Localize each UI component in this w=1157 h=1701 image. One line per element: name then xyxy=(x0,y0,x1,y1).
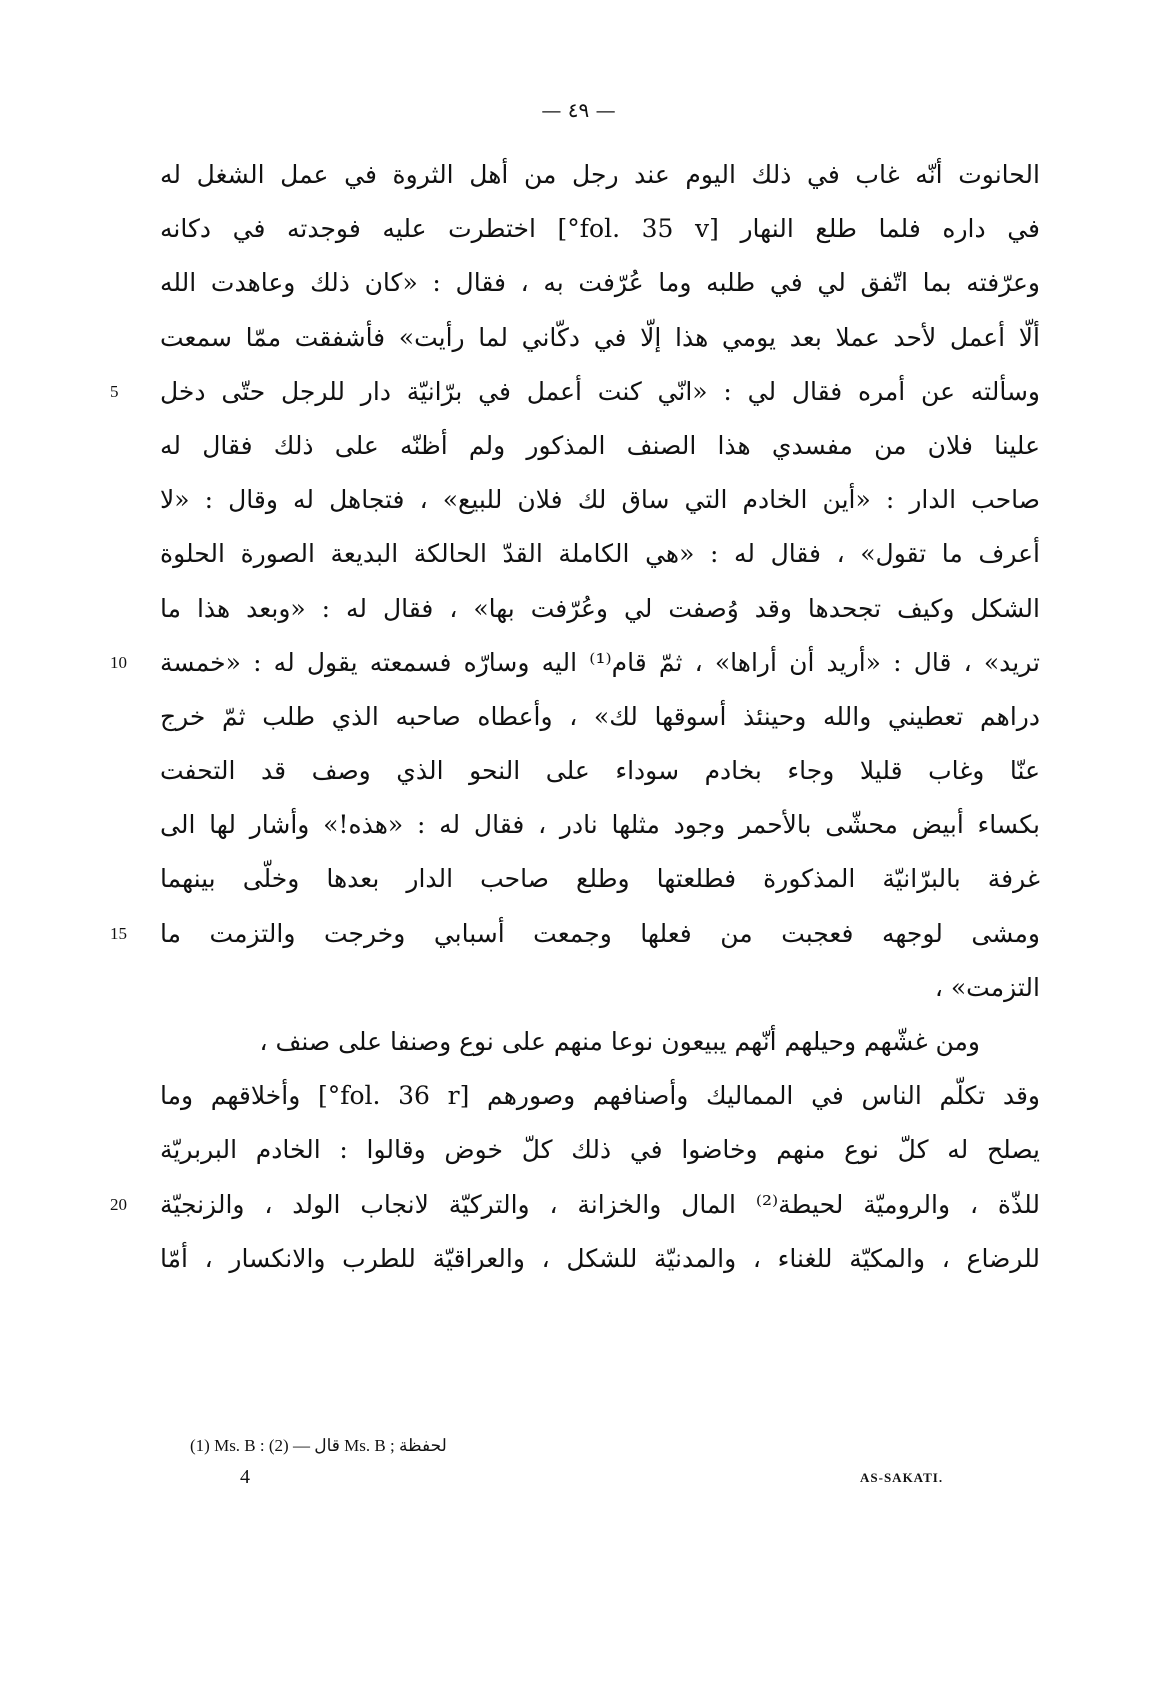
line-text: ألّا أعمل لأحد عملا بعد يومي هذا إلّا في دكّاني لما رأيت» فأشفقت ممّا سمعت xyxy=(160,322,1040,352)
line-number: 10 xyxy=(110,652,127,672)
page-number: — ٤٩ — xyxy=(541,98,616,122)
line-text: عنّا وغاب قليلا وجاء بخادم سوداء على النحو الذي وصف قد التحفت xyxy=(160,756,1040,786)
line-text: وعرّفته بما اتّفق لي في طلبه وما عُرّفت به ، فقال : «كان ذلك وعاهدت الله xyxy=(160,268,1040,298)
footnote-separator: — xyxy=(288,1436,315,1455)
line-text: ومن غشّهم وحيلهم أنّهم يبيعون نوعا منهم على نوع وصنفا على صنف ، xyxy=(259,1027,980,1056)
text-line xyxy=(160,852,1040,906)
text-line xyxy=(160,148,1040,202)
footnote-2: (2) Ms. B ; xyxy=(268,1436,395,1455)
text-line xyxy=(160,202,1040,256)
text-line xyxy=(160,798,1040,852)
line-text: علينا فلان من مفسدي هذا الصنف المذكور ولم أظنّه على ذلك فقال له xyxy=(160,430,1040,460)
line-text: الحانوت أنّه غاب في ذلك اليوم عند رجل من أهل الثروة في عمل الشغل له xyxy=(160,160,1040,189)
text-line xyxy=(160,473,1040,527)
text-line xyxy=(160,256,1040,310)
line-number: 5 xyxy=(110,381,119,401)
line-text: دراهم تعطيني والله وحينئذ أسوقها لك» ، وأعطاه صاحبه الذي طلب ثمّ خرج xyxy=(160,701,1040,731)
text-line xyxy=(160,311,1040,365)
line-text: في داره فلما طلع النهار [fol. 35 v°] اختطرت عليه فوجدته في دكانه xyxy=(160,214,1041,244)
line-text: صاحب الدار : «أين الخادم التي ساق لك فلان للبيع» ، فتجاهل له وقال : «لا xyxy=(160,485,1040,515)
line-text: بكساء أبيض محشّى بالأحمر وجود مثلها نادر ، فقال له : «هذه!» وأشار لها الى xyxy=(160,810,1040,840)
signature-number: 4 xyxy=(240,1466,250,1488)
line-text: غرفة بالبرّانيّة المذكورة فطلعتها وطلع صاحب الدار بعدها وخلّى بينهما xyxy=(160,864,1040,894)
text-line xyxy=(160,1069,1040,1123)
text-line xyxy=(110,1178,1040,1232)
line-text: الشكل وكيف تجحدها وقد وُصفت لي وعُرّفت بها» ، فقال له : «وبعد هذا ما xyxy=(160,593,1040,623)
line-text: يصلح له كلّ نوع منهم وخاضوا في ذلك كلّ خوض وقالوا : الخادم البربريّة xyxy=(160,1135,1040,1165)
text-line xyxy=(110,365,1040,419)
text-line xyxy=(110,907,1040,961)
footnote-2-variant: لحفظة xyxy=(398,1436,447,1455)
text-line xyxy=(160,1232,1040,1286)
line-text: تريد» ، قال : «أريد أن أراها» ، ثمّ قام⁽¹⁾ اليه وسارّه فسمعته يقول له : «خمسة xyxy=(160,647,1041,677)
footnote-1-variant: قال xyxy=(314,1436,340,1455)
line-text: وقد تكلّم الناس في المماليك وأصنافهم وصورهم [fol. 36 r°] وأخلاقهم وما xyxy=(160,1081,1040,1111)
footnote-1: (1) Ms. B : xyxy=(190,1436,265,1455)
text-line xyxy=(160,1015,1040,1069)
line-text: ومشى لوجهه فعجبت من فعلها وجمعت أسبابي وخرجت والتزمت ما xyxy=(160,918,1040,948)
line-text: وسألته عن أمره فقال لي : «انّي كنت أعمل في برّانيّة دار للرجل حتّى دخل xyxy=(160,376,1040,406)
text-line xyxy=(160,582,1040,636)
signature-line xyxy=(0,1466,1157,1496)
line-text: للذّة ، والروميّة لحيطة⁽²⁾ المال والخزانة ، والتركيّة لانجاب الولد ، والزنجيّة xyxy=(160,1189,1040,1219)
text-line xyxy=(160,961,1040,1015)
signature-name: AS-SAKATI. xyxy=(860,1470,944,1485)
main-text xyxy=(110,148,1041,1286)
line-number: 15 xyxy=(110,923,127,943)
text-line xyxy=(110,636,1041,690)
text-line xyxy=(160,744,1040,798)
line-number: 20 xyxy=(110,1194,127,1214)
line-text: للرضاع ، والمكيّة للغناء ، والمدنيّة للشكل ، والعراقيّة للطرب والانكسار ، أمّا xyxy=(160,1243,1040,1273)
line-text: أعرف ما تقول» ، فقال له : «هي الكاملة القدّ الحالكة البديعة الصورة الحلوة xyxy=(160,539,1040,569)
text-line xyxy=(160,527,1040,581)
text-line xyxy=(160,1123,1040,1177)
text-line xyxy=(160,419,1040,473)
text-line xyxy=(160,690,1040,744)
footnotes xyxy=(190,1436,1010,1456)
line-text: التزمت» ، xyxy=(934,972,1040,1002)
